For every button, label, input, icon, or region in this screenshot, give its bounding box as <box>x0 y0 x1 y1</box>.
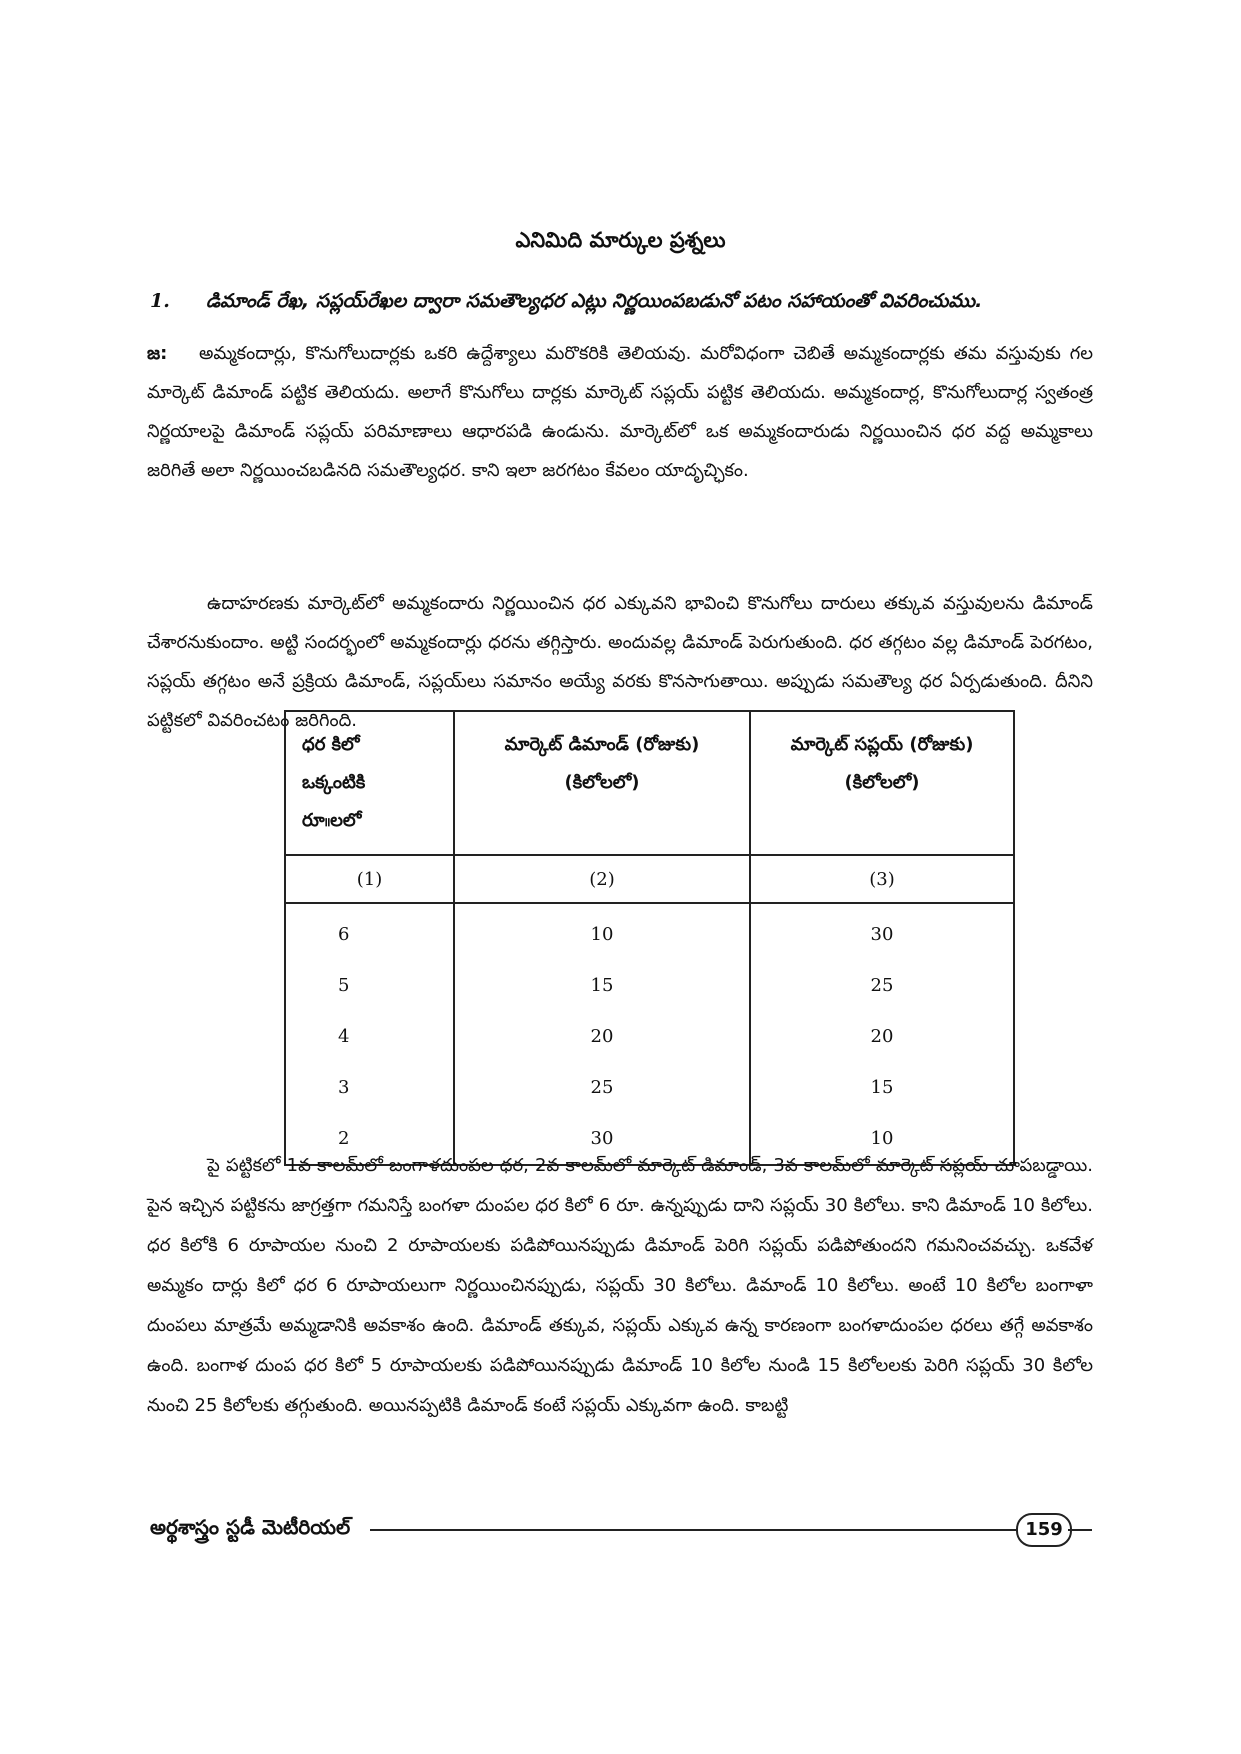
answer-paragraph-3: పై పట్టికలో 1వ కాలమ్‌లో బంగాళదుంపల ధర, 2వ కాలమ్‌లో మార్కెట్ డిమాండ్, 3వ కాలమ్‌లో మార్కెట్ సప్లయ్ చూపబడ్డాయి. పైన ఇచ్చిన పట్టికను జాగ్రత్తగా గమనిస్తే బంగళా దుంపల ధర కిలో 6 రూ. ఉన్నప్పుడు దాని సప్లయ్ 30 కిలోలు. కాని డిమాండ్ 10 కిలోలు. ధర కిలోకి 6 రూపాయల నుంచి 2 రూపాయలకు పడిపోయినప్పుడు డిమాండ్ పెరిగి సప్లయ్ పడిపోతుందని గమనించవచ్చు. ఒకవేళ అమ్మకం దార్లు కిలో ధర 6 రూపాయలుగా నిర్ణయించినప్పుడు, సప్లయ్ 30 కిలోలు. డిమాండ్ 10 కిలోలు. అంటే 10 కిలోల బంగాళా దుంపలు మాత్రమే అమ్మడానికి అవకాశం ఉంది. డిమాండ్ తక్కువ, సప్లయ్ ఎక్కువ ఉన్న కారణంగా బంగళాదుంపల ధరలు తగ్గే అవకాశం ఉంది. బంగాళ దుంప ధర కిలో 5 రూపాయలకు పడిపోయినప్పుడు డిమాండ్ 10 కిలోల నుండి 15 కిలోలలకు పెరిగి సప్లయ్ 30 కిలోల నుంచి 25 కిలోలకు తగ్గుతుంది. అయినప్పటికి డిమాండ్ కంటే సప్లయ్ ఎక్కువగా ఉంది. కాబట్టి <box>147 1155 1094 1416</box>
header-price: ధర కిలో ఒక్కంటికి రూ။లలో <box>285 711 454 855</box>
answer-text-1: అమ్మకందార్లు, కొనుగోలుదార్లకు ఒకరి ఉద్దేశ్యాలు మరొకరికి తెలియవు. మరోవిధంగా చెబితే అమ్మకందార్లకు తమ వస్తువుకు గల మార్కెట్ డిమాండ్ పట్టిక తెలియదు. అలాగే కొనుగోలు దార్లకు మార్కెట్ సప్లయ్ పట్టిక తెలియదు. అమ్మకందార్ల, కొనుగోలుదార్ల స్వతంత్ర నిర్ణయాలపై డిమాండ్ సప్లయ్ పరిమాణాలు ఆధారపడి ఉండును. మార్కెట్‌లో ఒక అమ్మకందారుడు నిర్ణయించిన ధర వద్ద అమ్మకాలు జరిగితే అలా నిర్ణయించబడినది సమతౌల్యధర. కాని ఇలా జరగటం కేవలం యాదృచ్ఛికం. <box>147 343 1093 481</box>
footer-rule-right <box>1068 1529 1092 1531</box>
supply-cell: 15 <box>750 1062 1014 1113</box>
answer-label: జ: <box>147 343 168 364</box>
demand-cell: 15 <box>454 960 750 1011</box>
question-number: 1. <box>150 290 170 312</box>
supply-cell: 30 <box>750 903 1014 960</box>
demand-cell: 10 <box>454 903 750 960</box>
header-market-supply: మార్కెట్ సప్లయ్ (రోజుకు) (కిలోలలో) <box>750 711 1014 855</box>
page-number: 159 <box>1016 1513 1072 1547</box>
price-cell: 3 <box>285 1062 454 1113</box>
answer-paragraph-1 <box>147 334 1093 490</box>
answer-paragraph-2: ఉదాహరణకు మార్కెట్‌లో అమ్మకందారు నిర్ణయించిన ధర ఎక్కువని భావించి కొనుగోలు దారులు తక్కువ వస్తువులను డిమాండ్ చేశారనుకుందాం. అట్టి సందర్భంలో అమ్మకందార్లు ధరను తగ్గిస్తారు. అందువల్ల డిమాండ్ పెరుగుతుంది. ధర తగ్గటం వల్ల డిమాండ్ పెరగటం, సప్లయ్ తగ్గటం అనే ప్రక్రియ డిమాండ్, సప్లయ్‌లు సమానం అయ్యే వరకు కొనసాగుతాయి. అప్పుడు సమతౌల్య ధర ఏర్పడుతుంది. దీనిని పట్టికలో వివరించటం జరిగింది. <box>147 593 1093 731</box>
column-number: (3) <box>750 855 1014 903</box>
table-row <box>285 1062 1014 1113</box>
table-row <box>285 903 1014 960</box>
column-number: (1) <box>285 855 454 903</box>
demand-cell: 20 <box>454 1011 750 1062</box>
footer-title: అర్థశాస్త్రం స్టడీ మెటీరియల్ <box>150 1515 351 1539</box>
question-text: డిమాండ్ రేఖ, సప్లయ్‌రేఖల ద్వారా సమతౌల్యధర ఎట్లు నిర్ణయింపబడునో పటం సహాయంతో వివరించుము. <box>206 290 983 312</box>
column-number: (2) <box>454 855 750 903</box>
footer-rule <box>370 1529 1018 1531</box>
supply-cell: 10 <box>750 1113 1014 1165</box>
price-cell: 5 <box>285 960 454 1011</box>
header-market-demand: మార్కెట్ డిమాండ్ (రోజుకు) (కిలోలలో) <box>454 711 750 855</box>
price-demand-supply-table <box>284 710 1015 1166</box>
price-cell: 6 <box>285 903 454 960</box>
table-row <box>285 960 1014 1011</box>
table-header-row <box>285 711 1014 855</box>
supply-cell: 25 <box>750 960 1014 1011</box>
section-title: ఎనిమిది మార్కుల ప్రశ్నలు <box>515 228 726 252</box>
demand-cell: 25 <box>454 1062 750 1113</box>
supply-cell: 20 <box>750 1011 1014 1062</box>
demand-cell: 30 <box>454 1113 750 1165</box>
table-row <box>285 1011 1014 1062</box>
price-cell: 4 <box>285 1011 454 1062</box>
column-number-row <box>285 855 1014 903</box>
price-cell: 2 <box>285 1113 454 1165</box>
